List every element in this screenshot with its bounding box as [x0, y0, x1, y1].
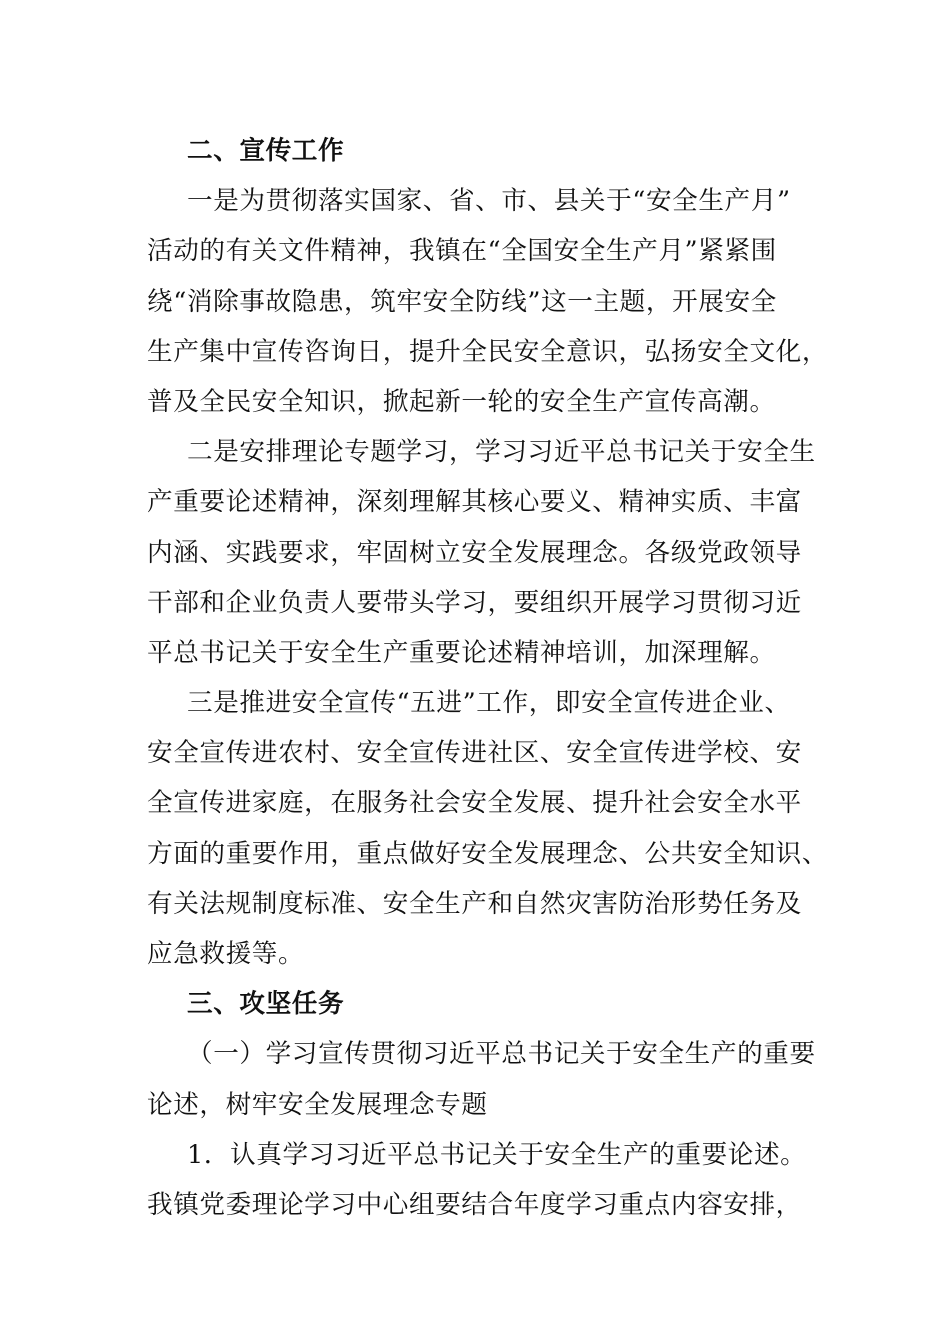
paragraph-line: 平总书记关于安全生产重要论述精神培训，加深理解。	[147, 637, 776, 668]
paragraph-2	[147, 427, 816, 678]
item-line: 我镇党委理论学习中心组要结合年度学习重点内容安排，	[147, 1189, 802, 1220]
paragraph-line: 绕“消除事故隐患，筑牢安全防线”这一主题，开展安全	[147, 286, 777, 317]
paragraph-line: 普及全民安全知识，掀起新一轮的安全生产宣传高潮。	[147, 386, 776, 417]
subheading-line: 论述，树牢安全发展理念专题	[147, 1089, 488, 1120]
paragraph-line: 生产集中宣传咨询日，提升全民安全意识，弘扬安全文化，	[147, 336, 829, 367]
paragraph-3	[147, 678, 829, 979]
item-1	[147, 1130, 807, 1230]
paragraph-line: 三是推进安全宣传“五进”工作，即安全宣传进企业、	[187, 688, 791, 719]
paragraph-line: 一是为贯彻落实国家、省、市、县关于“安全生产月”	[187, 186, 791, 217]
paragraph-1	[147, 176, 829, 427]
paragraph-line: 活动的有关文件精神，我镇在“全国安全生产月”紧紧围	[147, 236, 777, 267]
paragraph-line: 方面的重要作用，重点做好安全发展理念、公共安全知识、	[147, 838, 829, 869]
paragraph-line: 应急救援等。	[147, 939, 305, 969]
paragraph-line: 产重要论述精神，深刻理解其核心要义、精神实质、丰富	[147, 487, 802, 518]
document-body	[147, 126, 829, 1230]
subheading-line: （一）学习宣传贯彻习近平总书记关于安全生产的重要	[187, 1039, 816, 1070]
section-heading-tasks: 三、攻坚任务	[187, 989, 345, 1020]
paragraph-line: 内涵、实践要求，牢固树立安全发展理念。各级党政领导	[147, 537, 802, 568]
paragraph-line: 二是安排理论专题学习，学习习近平总书记关于安全生	[187, 437, 816, 468]
paragraph-line: 有关法规制度标准、安全生产和自然灾害防治形势任务及	[147, 888, 802, 919]
paragraph-line: 干部和企业负责人要带头学习，要组织开展学习贯彻习近	[147, 587, 802, 618]
paragraph-line: 安全宣传进农村、安全宣传进社区、安全宣传进学校、安	[147, 738, 802, 769]
item-line: 1．认真学习习近平总书记关于安全生产的重要论述。	[187, 1139, 807, 1170]
section-heading-publicity: 二、宣传工作	[187, 136, 345, 166]
subheading-1	[147, 1029, 816, 1129]
paragraph-line: 全宣传进家庭，在服务社会安全发展、提升社会安全水平	[147, 788, 802, 819]
